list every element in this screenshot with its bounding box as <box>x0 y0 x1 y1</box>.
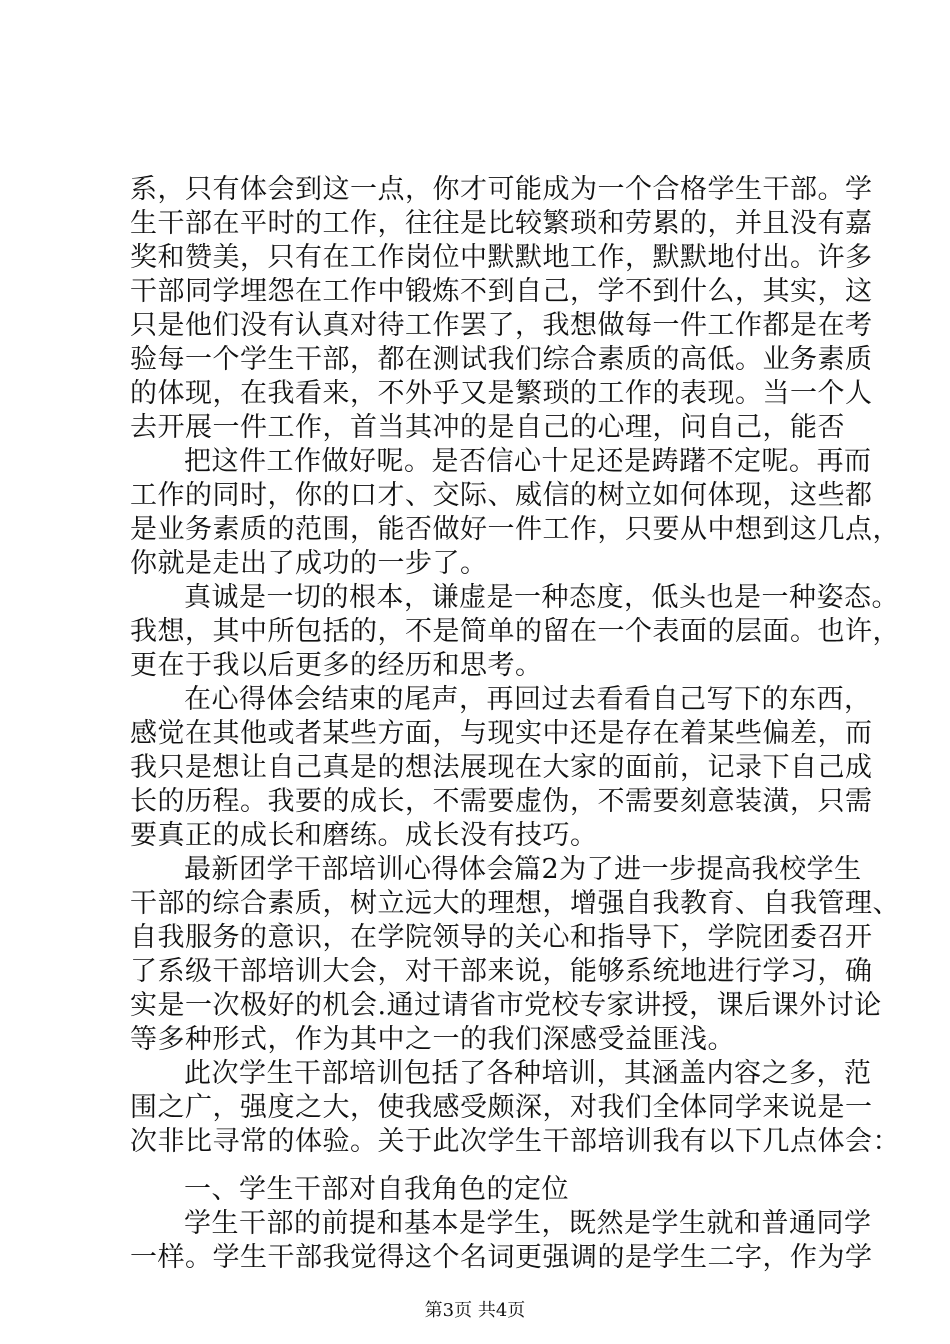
body-line: 自我服务的意识，在学院领导的关心和指导下，学院团委召开 <box>130 922 873 953</box>
paragraph-start-line: 学生干部的前提和基本是学生，既然是学生就和普通同学 <box>184 1208 872 1239</box>
paragraph-start-line: 此次学生干部培训包括了各种培训，其涵盖内容之多，范 <box>184 1058 872 1089</box>
body-line: 生干部在平时的工作，往往是比较繁琐和劳累的，并且没有嘉 <box>130 208 873 239</box>
paragraph-start-line: 真诚是一切的根本，谦虚是一种态度，低头也是一种姿态。 <box>184 582 899 613</box>
body-line: 要真正的成长和磨练。成长没有技巧。 <box>130 820 598 851</box>
body-line: 一样。学生干部我觉得这个名词更强调的是学生二字，作为学 <box>130 1242 873 1273</box>
body-line: 实是一次极好的机会.通过请省市党校专家讲授，课后课外讨论 <box>130 990 882 1021</box>
body-line: 是业务素质的范围，能否做好一件工作，只要从中想到这几点， <box>130 514 900 545</box>
body-line: 系，只有体会到这一点，你才可能成为一个合格学生干部。学 <box>130 174 873 205</box>
body-line: 我只是想让自己真是的想法展现在大家的面前，记录下自己成 <box>130 752 873 783</box>
page-footer: 第3页 共4页 <box>424 1300 526 1321</box>
body-line: 去开展一件工作，首当其冲的是自己的心理，问自己，能否 <box>130 412 845 443</box>
body-line: 干部同学埋怨在工作中锻炼不到自己，学不到什么，其实，这 <box>130 276 873 307</box>
body-line: 感觉在其他或者某些方面，与现实中还是存在着某些偏差，而 <box>130 718 873 749</box>
body-line: 工作的同时，你的口才、交际、威信的树立如何体现，这些都 <box>130 480 873 511</box>
body-line: 长的历程。我要的成长，不需要虚伪，不需要刻意装潢，只需 <box>130 786 873 817</box>
body-line: 更在于我以后更多的经历和思考。 <box>130 650 543 681</box>
paragraph-start-line: 在心得体会结束的尾声，再回过去看看自己写下的东西， <box>184 684 872 715</box>
body-line: 我想，其中所包括的，不是简单的留在一个表面的层面。也许， <box>130 616 900 647</box>
body-line: 你就是走出了成功的一步了。 <box>130 548 488 579</box>
body-line: 等多种形式，作为其中之一的我们深感受益匪浅。 <box>130 1024 735 1055</box>
body-line: 次非比寻常的体验。关于此次学生干部培训我有以下几点体会： <box>130 1126 900 1157</box>
paragraph-start-line: 把这件工作做好呢。是否信心十足还是踌躇不定呢。再而 <box>184 446 872 477</box>
body-line: 干部的综合素质，树立远大的理想，增强自我教育、自我管理、 <box>130 888 900 919</box>
paragraph-start-line: 最新团学干部培训心得体会篇2为了进一步提高我校学生 <box>184 854 862 885</box>
body-line: 的体现，在我看来，不外乎又是繁琐的工作的表现。当一个人 <box>130 378 873 409</box>
body-line: 验每一个学生干部，都在测试我们综合素质的高低。业务素质 <box>130 344 873 375</box>
body-line: 了系级干部培训大会，对干部来说，能够系统地进行学习，确 <box>130 956 873 987</box>
section-heading: 一、学生干部对自我角色的定位 <box>184 1174 569 1205</box>
body-line: 只是他们没有认真对待工作罢了，我想做每一件工作都是在考 <box>130 310 873 341</box>
body-line: 奖和赞美，只有在工作岗位中默默地工作，默默地付出。许多 <box>130 242 873 273</box>
body-line: 围之广，强度之大，使我感受颇深，对我们全体同学来说是一 <box>130 1092 873 1123</box>
